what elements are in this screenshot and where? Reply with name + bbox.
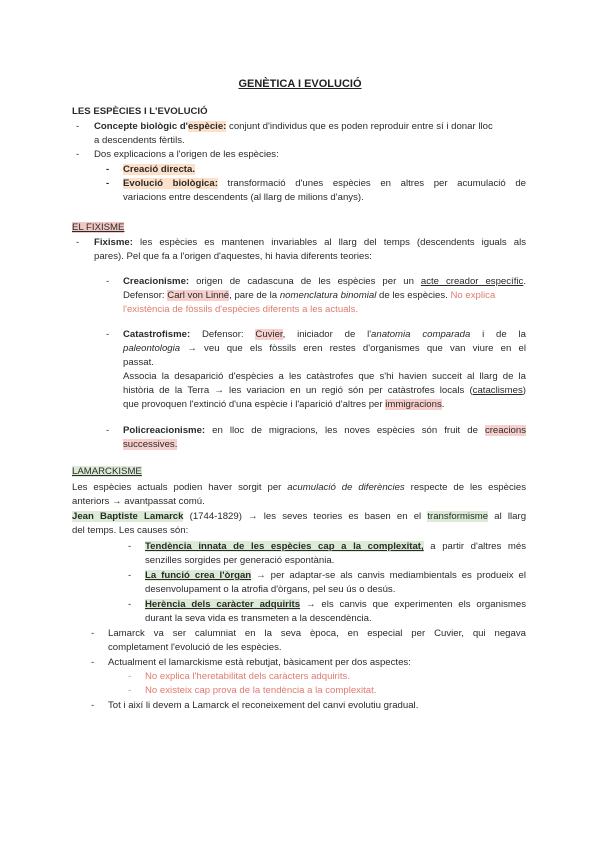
bullet-dash: -	[91, 628, 95, 639]
cataclismes: cataclismes	[472, 385, 523, 396]
nomenclatura-binomial: nomenclatura binomial	[279, 290, 377, 301]
bullet-dash: -	[76, 237, 80, 248]
creacionisme-critique-a: No explica	[450, 290, 496, 301]
creacionisme-line-2	[123, 289, 495, 302]
lamarck-end: al llarg	[494, 511, 527, 522]
policreacionisme-text: en lloc de migracions, les noves espècies són fruit de	[212, 425, 478, 436]
catastrofisme-text-g: )	[522, 385, 526, 396]
bullet-dash: -	[106, 164, 110, 175]
bullet-dash: -	[76, 149, 80, 160]
lamarck-calumniat-1: Lamarck va ser calumniat en la seva època, en especial per Cuvier, qui negava	[108, 628, 526, 639]
fixisme-line-2: pares). Pel que fa a l'origen d'aquestes, hi havia diferents teories:	[94, 251, 372, 262]
evolucio-label: Evolució biològica:	[123, 178, 218, 189]
fixisme-text: les espècies es mantenen invariables al llarg del temps (descendents iguals als	[140, 237, 526, 248]
catastrofisme-text-c: → veu que els fòssils eren restes d'organismes que van viure en el	[187, 343, 526, 354]
catastrofisme-text-f: història de la Terra → les variacion en un regió són per catàstrofes locals (	[123, 385, 473, 396]
bullet-dash: -	[106, 425, 110, 436]
intro-text-a: Les espècies actuals podien haver sorgit per	[72, 482, 282, 493]
lamarck-line-2: del temps. Les causes són:	[72, 525, 189, 536]
funcio-crea-organ: La funció crea l'òrgan	[145, 570, 252, 581]
acte-creador: acte creador específic	[420, 276, 524, 287]
catastrofisme-text-a: , iniciador de l'	[282, 329, 372, 340]
herencia-caracters: Herència dels caràcter adquirits	[145, 599, 301, 610]
causa-2-line-2: desenvolupament o la atrofia d'òrgans, pel seu ús o desús.	[145, 584, 396, 595]
policreacionisme-line-2	[123, 438, 177, 451]
catastrofisme-text-h: que provoquen l'extinció d'una espècie i l'aparició d'altres per	[123, 399, 383, 410]
creacionisme-label: Creacionisme:	[123, 276, 190, 287]
lamarck-name: Jean Baptiste Lamarck	[72, 511, 184, 522]
bullet-dash: -	[128, 599, 132, 610]
causa-1-line-2: senzilles sorgides per generació espontània.	[145, 555, 335, 566]
bullet-dash: -	[128, 671, 132, 682]
concept-label: Concepte biològic d'	[94, 121, 188, 132]
critique-2: No existeix cap prova de la tendència a la complexitat.	[145, 685, 377, 696]
lamarck-line-1	[72, 510, 526, 523]
creacions: creacions	[484, 425, 526, 436]
explicacions-line: Dos explicacions a l'origen de les espècies:	[94, 149, 279, 160]
transformisme: transformisme	[427, 511, 489, 522]
catastrofisme-line-1	[123, 328, 526, 341]
fixisme-label: Fixisme:	[94, 237, 133, 248]
catastrofisme-line-4: Associa la desaparició d'espècies a les catàstrofes que s'hi havien succeit al llarg de la	[123, 371, 526, 382]
anatomia-comparada: anatomia comparada	[371, 329, 471, 340]
evolucio-line-2: variacions entre descendents (al llarg de milions d'anys).	[123, 192, 364, 203]
page-title: GENÈTICA I EVOLUCIÓ	[238, 78, 362, 90]
lamarck-reconeixement: Tot i així li devem a Lamarck el reconeixement del canvi evolutiu gradual.	[108, 700, 419, 711]
evolucio-text: transformació d'unes espècies en altres per acumulació de	[227, 178, 526, 189]
concept-text: conjunt d'individus que es poden reproduir entre sí i donar lloc	[229, 121, 493, 132]
defensor-label: Defensor:	[202, 329, 244, 340]
creacionisme-text: origen de cadascuna de les espècies per un	[196, 276, 414, 287]
concept-line-2: a descendents fèrtils.	[94, 135, 185, 146]
bullet-dash: -	[91, 657, 95, 668]
catastrofisme-label: Catastrofisme:	[123, 329, 191, 340]
creacio-label: Creació directa.	[123, 164, 195, 175]
concept-label-highlight: espècie:	[187, 121, 227, 132]
successives: successives.	[123, 439, 178, 450]
tendencia-innata: Tendència innata de les espècies cap a la complexitat,	[145, 541, 424, 552]
creacionisme-end: de les espècies.	[379, 290, 448, 301]
catastrofisme-line-3: passat.	[123, 357, 154, 368]
bullet-dash: -	[128, 570, 132, 581]
lamarckisme-intro-1	[72, 481, 526, 494]
bullet-dash: -	[128, 685, 132, 696]
linne-name: Carl von Linné	[167, 290, 230, 301]
causa-1-text: a partir d'altres més	[430, 541, 527, 552]
critique-1: No explica l'heretabilitat dels caràcters adquirits.	[145, 671, 350, 682]
lamarck-rebutjat: Actualment el lamarckisme està rebutjat, bàsicament per dos aspectes:	[108, 657, 411, 668]
paleontologia: paleontologia	[123, 343, 181, 354]
fixisme-heading-text: EL FIXISME	[72, 222, 125, 233]
bullet-dash: -	[106, 329, 110, 340]
causa-2-text: → per adaptar-se als canvis mediambientals es produeix el	[256, 570, 526, 581]
section-heading-lamarckisme	[72, 465, 142, 478]
lamarck-years: (1744-1829) → les seves teories es basen en el	[189, 511, 422, 522]
policreacionisme-label: Policreacionisme:	[123, 425, 206, 436]
causa-3-line-1	[145, 598, 526, 611]
causa-3-line-2: durant la seva vida es transmeten a la descendència.	[145, 613, 372, 624]
defensor-label: Defensor:	[123, 290, 165, 301]
bullet-dash: -	[91, 700, 95, 711]
creacionisme-line-1: Creacionisme: origen de cadascuna de les espècies per un acte creador específic.	[123, 276, 526, 287]
bullet-dash: -	[76, 121, 80, 132]
fixisme-line-1	[94, 236, 526, 249]
bullet-dash: -	[106, 178, 110, 189]
section-heading-fixisme	[72, 221, 124, 234]
policreacionisme-line-1	[123, 424, 526, 437]
lamarckisme-intro-2: anteriors → avantpassat comú.	[72, 496, 205, 507]
catastrofisme-line-2	[123, 342, 526, 355]
acumulacio-diferencies: acumulació de diferències	[287, 482, 405, 493]
immigracions: immigracions	[385, 399, 442, 410]
evolucio-line-1	[123, 177, 526, 190]
creacionisme-mid: , pare de la	[229, 290, 278, 301]
cuvier-name: Cuvier	[255, 329, 283, 340]
catastrofisme-line-6	[123, 398, 444, 411]
bullet-dash: -	[106, 276, 110, 287]
catastrofisme-text-b: i de la	[482, 329, 526, 340]
concept-line-1	[94, 120, 493, 133]
creacio-directa	[123, 163, 195, 176]
intro-text-b: respecte de les espècies	[410, 482, 527, 493]
catastrofisme-line-5	[123, 384, 526, 397]
bullet-dash: -	[128, 541, 132, 552]
catastrofisme-text-i: .	[441, 399, 445, 410]
lamarck-calumniat-2: completament l'evolució de les espècies.	[108, 642, 282, 653]
creacionisme-critique-b: l'existència de fòssils d'espècies diferents a les actuals.	[123, 304, 359, 315]
causa-3-text: → els canvis que experimenten els organismes	[305, 599, 526, 610]
causa-1-line-1	[145, 540, 526, 553]
causa-2-line-1	[145, 569, 526, 582]
lamarckisme-heading-text: LAMARCKISME	[72, 466, 142, 477]
section-heading-especies: LES ESPÈCIES I L'EVOLUCIÓ	[72, 106, 208, 117]
